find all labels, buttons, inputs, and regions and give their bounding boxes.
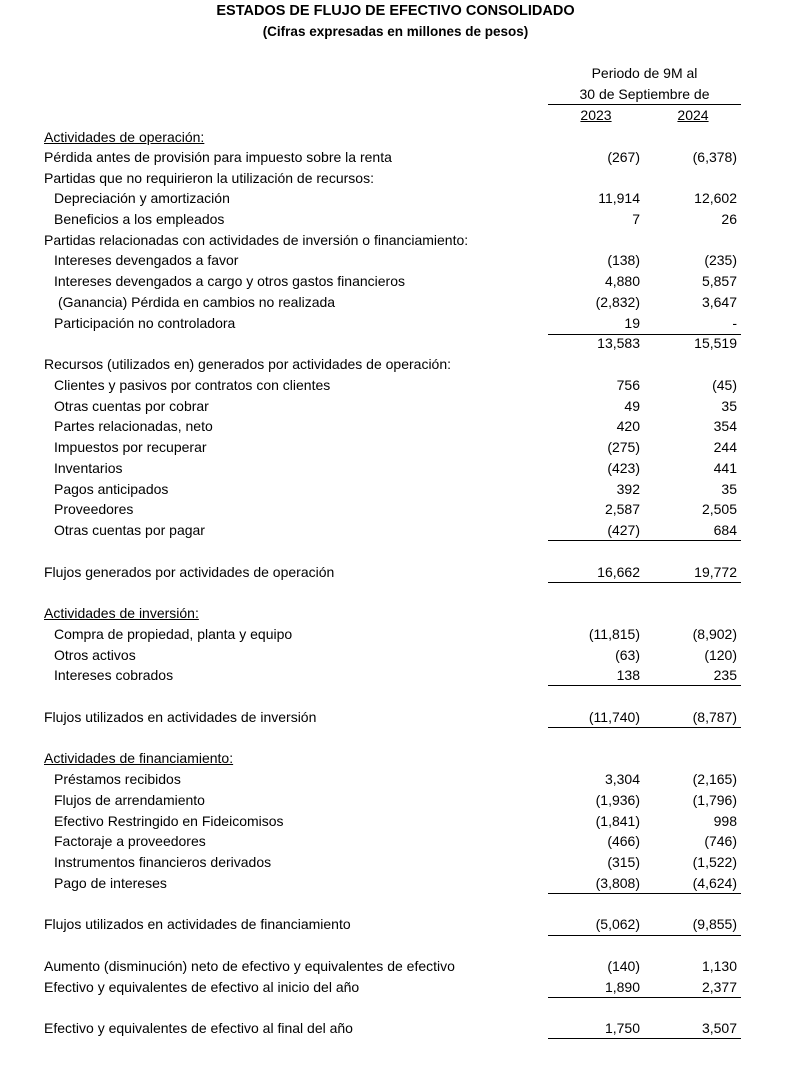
table-row (0, 769, 791, 789)
row-label: Partidas que no requirieron la utilización de recursos: (44, 170, 374, 186)
row-label: Factoraje a proveedores (54, 833, 206, 849)
value-2023: 3,304 (604, 771, 640, 787)
value-2024: (8,902) (692, 626, 737, 642)
value-2023: (3,808) (595, 875, 640, 891)
value-2023: 138 (616, 667, 640, 683)
value-2024: 19,772 (694, 564, 737, 580)
table-row (0, 790, 791, 810)
row-label: Intereses devengados a cargo y otros gastos financieros (54, 273, 405, 289)
table-row (0, 852, 791, 872)
table-row (0, 645, 791, 665)
operating-total-rule (548, 582, 741, 583)
year-2024-header: 2024 (677, 107, 709, 123)
value-2023: 1,890 (604, 979, 640, 995)
table-row (0, 811, 791, 831)
value-2023: (423) (607, 460, 640, 476)
row-label: Proveedores (54, 501, 134, 517)
table-row (0, 831, 791, 851)
value-2023: (138) (607, 252, 640, 268)
row-label: Pagos anticipados (54, 481, 169, 497)
value-2023: (466) (607, 833, 640, 849)
row-label: Beneficios a los empleados (54, 211, 225, 227)
value-2024: (45) (712, 377, 737, 393)
table-row (0, 168, 791, 188)
table-row (0, 250, 791, 270)
row-label: Partes relacionadas, neto (54, 418, 213, 434)
row-label: Actividades de inversión: (44, 605, 199, 621)
value-2023: 49 (624, 398, 640, 414)
row-label: Efectivo y equivalentes de efectivo al final del año (44, 1020, 353, 1036)
value-2023: (11,740) (588, 709, 640, 725)
value-2023: 392 (616, 481, 640, 497)
value-2024: 998 (713, 813, 737, 829)
row-label: Flujos generados por actividades de operación (44, 564, 335, 580)
table-row (0, 271, 791, 291)
value-2023: 1,750 (604, 1020, 640, 1036)
value-2024: 15,519 (694, 335, 737, 351)
table-row (0, 209, 791, 229)
value-2023: 420 (616, 418, 640, 434)
investing-changes-rule (548, 685, 741, 686)
value-2024: (2,165) (692, 771, 737, 787)
table-row (0, 562, 791, 582)
table-row (0, 748, 791, 768)
cash-end-rule (548, 1038, 741, 1039)
financing-changes-rule (548, 893, 741, 894)
row-label: Intereses devengados a favor (54, 252, 239, 268)
value-2024: 244 (713, 439, 737, 455)
value-2024: 26 (721, 211, 737, 227)
row-label: Otras cuentas por cobrar (54, 398, 209, 414)
value-2024: 354 (713, 418, 737, 434)
row-label: Impuestos por recuperar (54, 439, 207, 455)
table-row (0, 624, 791, 644)
table-row (0, 479, 791, 499)
table-row (0, 1018, 791, 1038)
cash-begin-rule (548, 997, 741, 998)
table-row (0, 458, 791, 478)
year-2023-header: 2023 (580, 107, 612, 123)
value-2023: (140) (607, 958, 640, 974)
period-header-line1: Periodo de 9M al (591, 65, 698, 81)
value-2024: 441 (713, 460, 737, 476)
row-label: Actividades de financiamiento: (44, 750, 234, 766)
value-2024: - (732, 315, 737, 331)
period-header-line2: 30 de Septiembre de (579, 86, 710, 102)
value-2023: 2,587 (604, 501, 640, 517)
table-row (0, 354, 791, 374)
operating-changes-rule (548, 540, 741, 541)
row-label: Flujos utilizados en actividades de inversión (44, 709, 317, 725)
value-2024: (1,796) (692, 792, 737, 808)
value-2024: (9,855) (692, 916, 737, 932)
table-row (0, 665, 791, 685)
row-label: Pago de intereses (54, 875, 167, 891)
value-2024: (4,624) (692, 875, 737, 891)
table-row (0, 396, 791, 416)
row-label: Depreciación y amortización (54, 190, 230, 206)
table-row (0, 603, 791, 623)
row-label: Pérdida antes de provisión para impuesto sobre la renta (44, 149, 392, 165)
table-row (0, 520, 791, 540)
value-2023: (63) (615, 647, 640, 663)
row-label: Flujos de arrendamiento (54, 792, 205, 808)
row-label: Recursos (utilizados en) generados por actividades de operación: (44, 356, 452, 372)
value-2024: (8,787) (692, 709, 737, 725)
table-row (0, 873, 791, 893)
table-row (0, 147, 791, 167)
value-2024: 2,505 (701, 501, 737, 517)
value-2024: 3,647 (701, 294, 737, 310)
table-row (0, 499, 791, 519)
row-label: Compra de propiedad, planta y equipo (54, 626, 293, 642)
value-2023: (1,936) (595, 792, 640, 808)
table-row (0, 416, 791, 436)
value-2023: (2,832) (595, 294, 640, 310)
table-row (0, 333, 791, 353)
value-2024: (746) (704, 833, 737, 849)
value-2024: (120) (704, 647, 737, 663)
value-2024: (235) (704, 252, 737, 268)
table-row (0, 956, 791, 976)
value-2024: 2,377 (701, 979, 737, 995)
value-2023: 4,880 (604, 273, 640, 289)
value-2023: (275) (607, 439, 640, 455)
row-label: Inventarios (54, 460, 123, 476)
value-2023: 756 (616, 377, 640, 393)
subtotal-rule (548, 334, 741, 335)
table-row (0, 292, 791, 312)
table-row (0, 437, 791, 457)
value-2023: (5,062) (595, 916, 640, 932)
document-title: ESTADOS DE FLUJO DE EFECTIVO CONSOLIDADO (216, 3, 575, 19)
value-2023: (267) (607, 149, 640, 165)
table-row (0, 188, 791, 208)
value-2024: 35 (721, 481, 737, 497)
value-2024: 5,857 (701, 273, 737, 289)
value-2023: 11,914 (598, 190, 640, 206)
value-2024: 235 (713, 667, 737, 683)
investing-total-rule (548, 727, 741, 728)
table-row (0, 914, 791, 934)
table-row (0, 230, 791, 250)
row-label: Aumento (disminución) neto de efectivo y equivalentes de efectivo (44, 958, 455, 974)
value-2023: (315) (607, 854, 640, 870)
row-label: Intereses cobrados (54, 667, 174, 683)
value-2023: (11,815) (588, 626, 640, 642)
value-2023: 13,583 (597, 335, 640, 351)
row-label: Clientes y pasivos por contratos con clientes (54, 377, 331, 393)
table-row (0, 127, 791, 147)
row-label: Efectivo Restringido en Fideicomisos (54, 813, 284, 829)
table-row (0, 375, 791, 395)
row-label: Efectivo y equivalentes de efectivo al inicio del año (44, 979, 360, 995)
financing-total-rule (548, 935, 741, 936)
row-label: Partidas relacionadas con actividades de inversión o financiamiento: (44, 232, 469, 248)
row-label: Participación no controladora (54, 315, 236, 331)
value-2023: 19 (624, 315, 640, 331)
value-2023: (1,841) (595, 813, 640, 829)
value-2024: (6,378) (692, 149, 737, 165)
row-label: Otros activos (54, 647, 136, 663)
row-label: Otras cuentas por pagar (54, 522, 205, 538)
value-2024: 3,507 (701, 1020, 737, 1036)
row-label: Actividades de operación: (44, 129, 205, 145)
value-2024: 684 (713, 522, 737, 538)
value-2024: 35 (721, 398, 737, 414)
document-subtitle: (Cifras expresadas en millones de pesos) (262, 24, 529, 39)
row-label: Instrumentos financieros derivados (54, 854, 272, 870)
value-2023: 16,662 (597, 564, 640, 580)
table-row (0, 977, 791, 997)
value-2024: 12,602 (694, 190, 737, 206)
table-row (0, 313, 791, 333)
table-row (0, 707, 791, 727)
value-2024: (1,522) (692, 854, 737, 870)
row-label: Préstamos recibidos (54, 771, 181, 787)
row-label: Flujos utilizados en actividades de financiamiento (44, 916, 351, 932)
value-2024: 1,130 (701, 958, 737, 974)
period-header-rule (548, 104, 741, 105)
value-2023: (427) (607, 522, 640, 538)
row-label: (Ganancia) Pérdida en cambios no realizada (58, 294, 336, 310)
value-2023: 7 (632, 211, 640, 227)
